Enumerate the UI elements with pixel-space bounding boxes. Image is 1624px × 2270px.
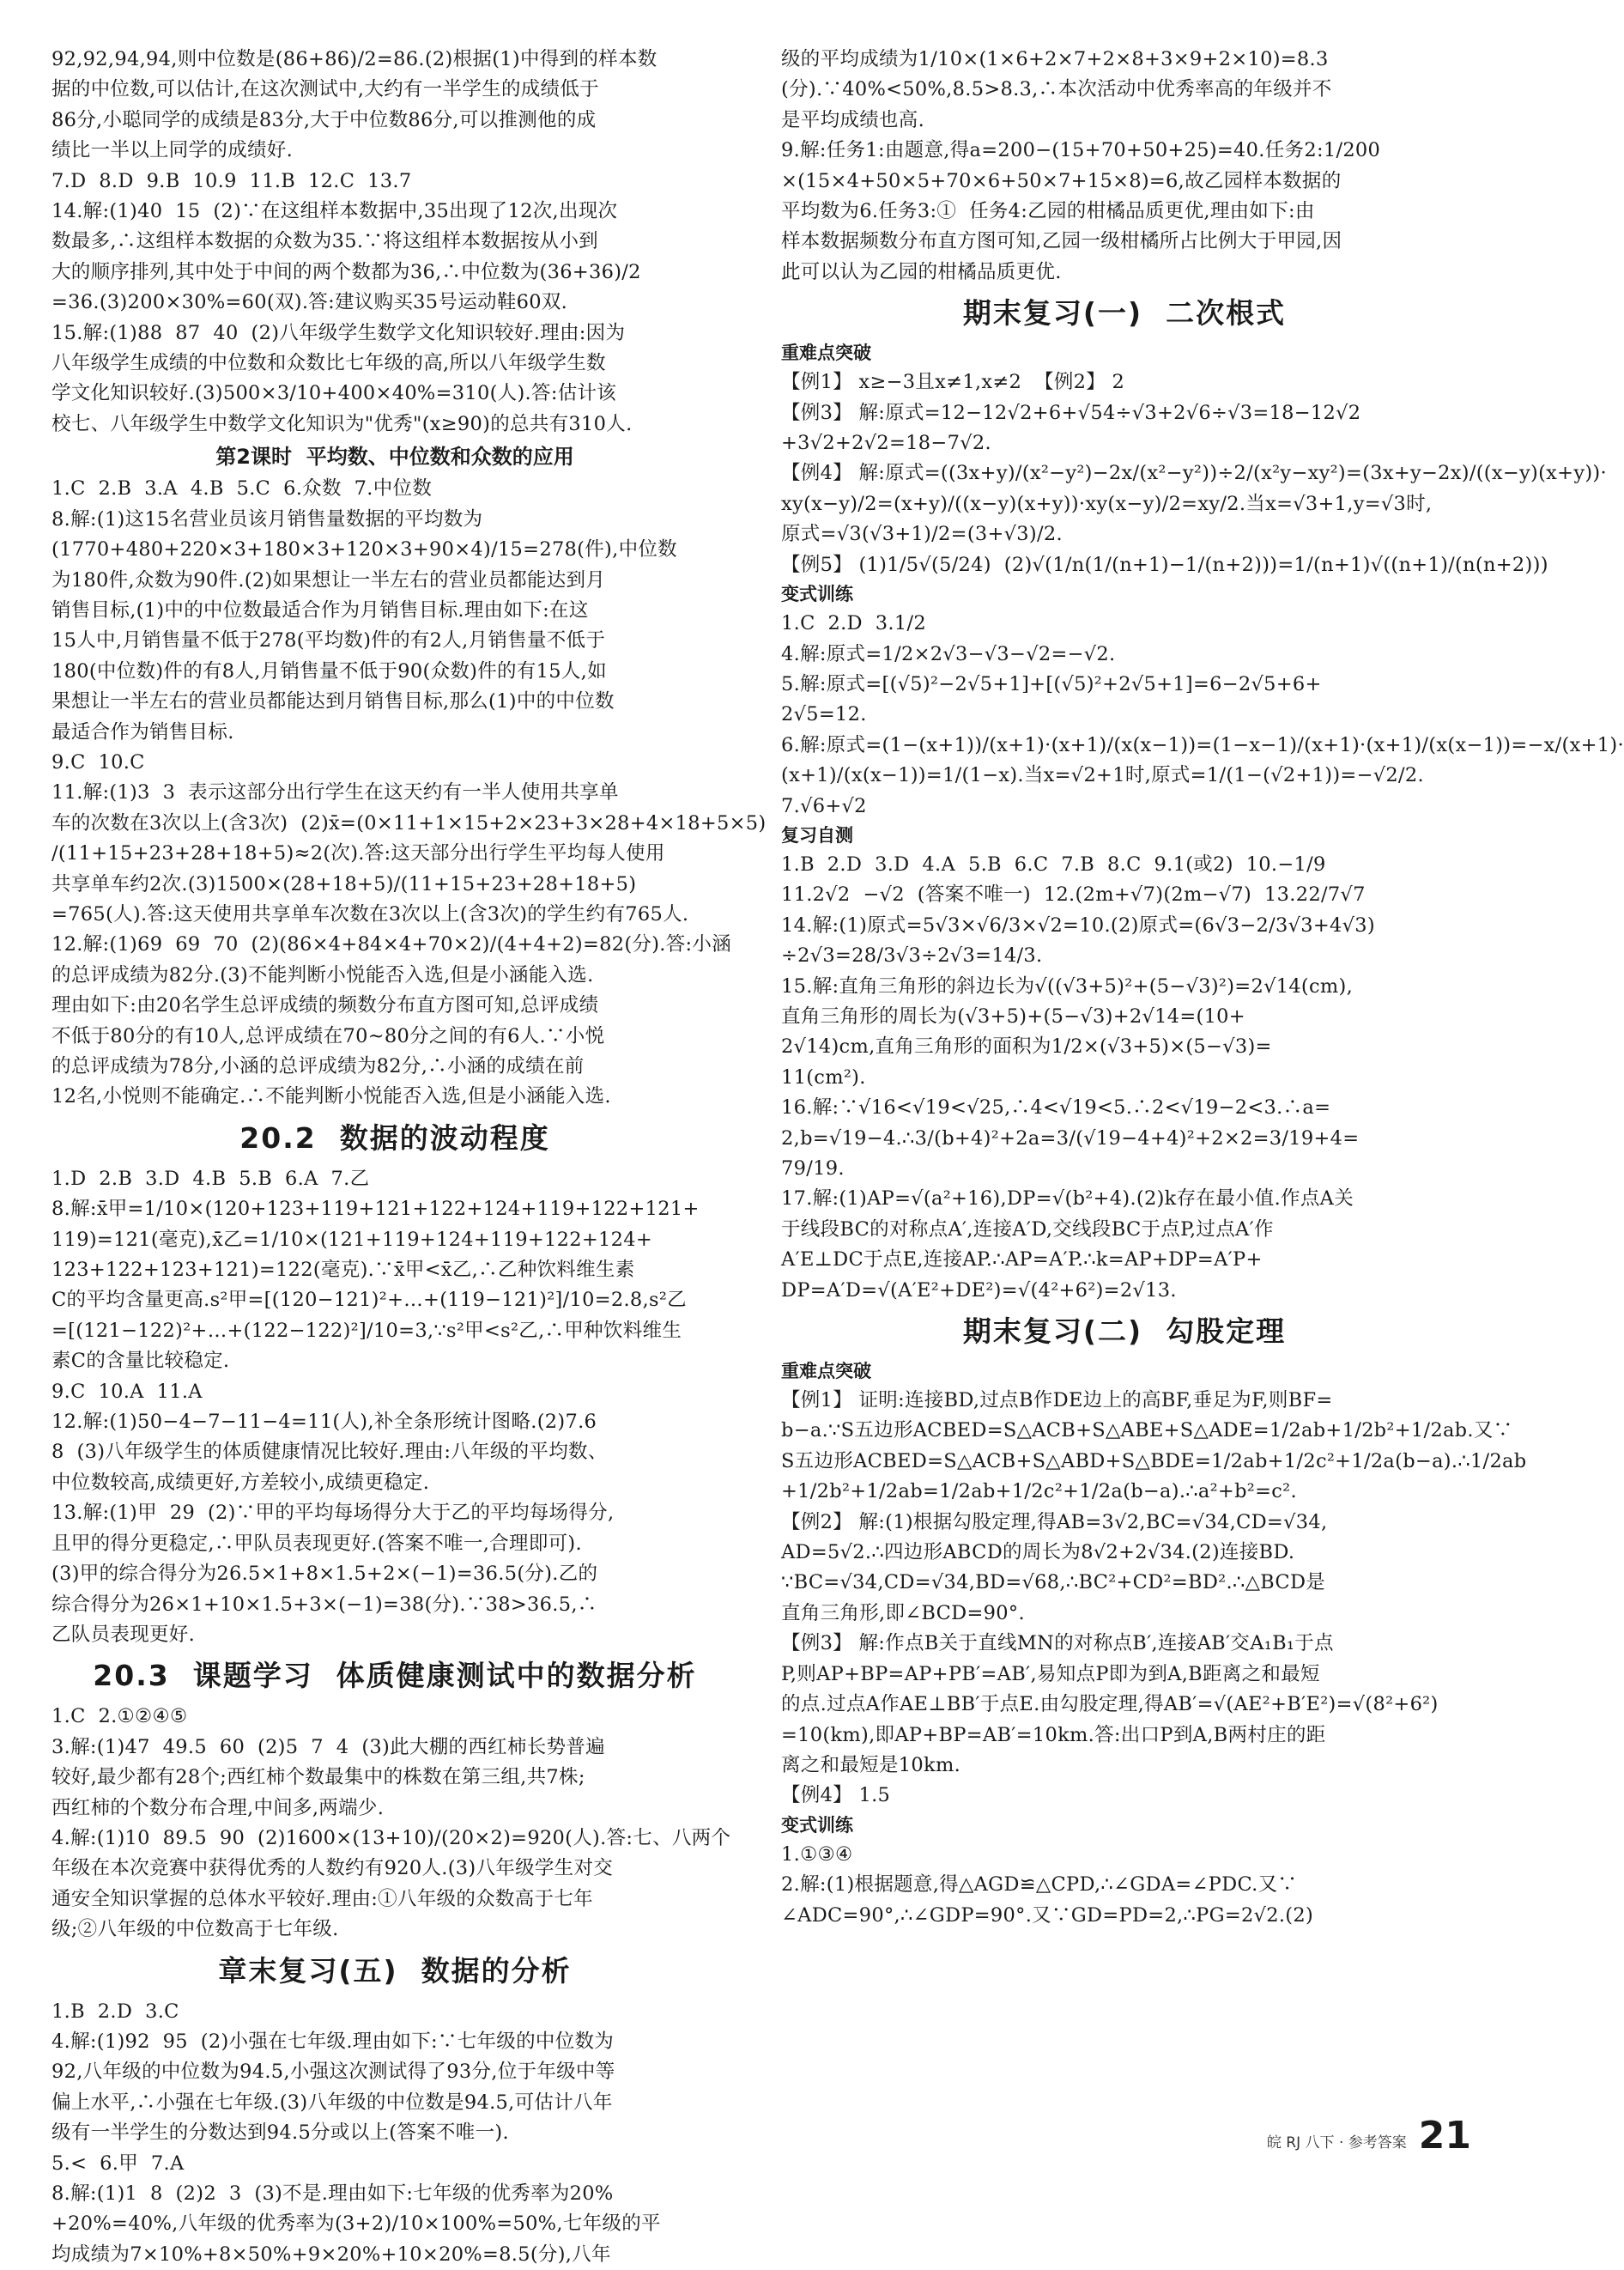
answer-line: 16.解:∵√16<√19<√25,∴4<√19<5.∴2<√19−2<3.∴a=: [781, 1096, 1331, 1120]
answer-line: /(11+15+23+28+18+5)≈2(次).答:这天部分出行学生平均每人使用: [52, 842, 665, 865]
answer-line: 【例3】 解:原式=12−12√2+6+√54÷√3+2√6÷√3=18−12√2: [781, 401, 1361, 424]
answer-line: 直角三角形的周长为(√3+5)+(5−√3)+2√14=(10+: [781, 1005, 1245, 1028]
right-column: [781, 45, 1624, 1931]
answer-line: 11(cm²).: [781, 1065, 866, 1089]
answer-line: 的总评成绩为78分,小涵的总评成绩为82分,∴小涵的成绩在前: [52, 1055, 585, 1077]
answer-line: 直角三角形,即∠BCD=90°.: [781, 1601, 1025, 1624]
answer-line: 大的顺序排列,其中处于中间的两个数都为36,∴中位数为(36+36)/2: [52, 260, 641, 283]
answer-line: 不低于80分的有10人,总评成绩在70~80分之间的有6人.∵小悦: [52, 1024, 605, 1047]
answer-line: 86分,小聪同学的成绩是83分,大于中位数86分,可以推测他的成: [52, 108, 597, 131]
answer-line: 共享单车约2次.(3)1500×(28+18+5)/(11+15+23+28+18+5): [52, 872, 637, 895]
answer-line: 级的平均成绩为1/10×(1×6+2×7+2×8+3×9+2×10)=8.3: [781, 48, 1329, 70]
answer-line: 4.解:(1)92 95 (2)小强在七年级.理由如下:∵七年级的中位数为: [52, 2030, 615, 2053]
answer-line: 级;②八年级的中位数高于七年级.: [52, 1918, 339, 1941]
answer-line: 综合得分为26×1+10×1.5+3×(−1)=38(分).∵38>36.5,∴: [52, 1593, 597, 1616]
answer-line: 【例4】 解:原式=((3x+y)/(x²−y²)−2x/(x²−y²))÷2/(x²y−xy²)=(3x+y−2x)/((x−y)(x+y))·: [781, 462, 1607, 485]
answer-line: ÷2√3=28/3√3÷2√3=14/3.: [781, 944, 1043, 968]
answer-line: 【例1】 证明:连接BD,过点B作DE边上的高BF,垂足为F,则BF=: [781, 1389, 1333, 1412]
answer-line: 此可以认为乙园的柑橘品质更优.: [781, 260, 1062, 283]
footer-text: 皖 RJ 八下 · 参考答案: [1266, 2134, 1407, 2152]
answer-line: 8.解:(1)1 8 (2)2 3 (3)不是.理由如下:七年级的优秀率为20%: [52, 2182, 614, 2205]
answer-line: 销售目标,(1)中的中位数最适合作为月销售目标.理由如下:在这: [52, 598, 589, 622]
answer-line: (分).∵40%<50%,8.5>8.3,∴本次活动中优秀率高的年级并不: [781, 78, 1332, 101]
answer-line: 学文化知识较好.(3)500×3/10+400×40%=310(人).答:估计该: [52, 382, 617, 405]
answer-line: 果想让一半左右的营业员都能达到月销售目标,那么(1)中的中位数: [52, 690, 615, 713]
answer-line: 【例5】 (1)1/5√(5/24) (2)√(1/n(1/(n+1)−1/(n+2)))=1/(n+1)√((n+1)/(n(n+2))): [781, 553, 1548, 576]
answer-line: 2√5=12.: [781, 703, 867, 726]
answer-line: 1.D 2.B 3.D 4.B 5.B 6.A 7.乙: [52, 1167, 370, 1190]
answer-line: 1.B 2.D 3.C: [52, 2000, 179, 2023]
answer-line: 6.解:原式=(1−(x+1))/(x+1)·(x+1)/(x(x−1))=(1−x−1)/(x+1)·(x+1)/(x(x−1))=−x/(x+1)·: [781, 733, 1624, 756]
answer-line: 车的次数在3次以上(含3次) (2)x̄=(0×11+1×15+2×23+3×28+4×18+5×5): [52, 811, 767, 835]
answer-line: 数最多,∴这组样本数据的众数为35.∵将这组样本数据按从小到: [52, 230, 598, 253]
answer-line: 样本数据频数分布直方图可知,乙园一级柑橘所占比例大于甲园,因: [781, 230, 1342, 253]
answer-line: ×(15×4+50×5+70×6+50×7+15×8)=6,故乙园样本数据的: [781, 169, 1342, 192]
answer-line: b−a.∵S五边形ACBED=S△ACB+S△ABE+S△ADE=1/2ab+1/2b²+1/2ab.又∵: [781, 1419, 1513, 1442]
answer-line: 13.解:(1)甲 29 (2)∵甲的平均每场得分大于乙的平均每场得分,: [52, 1502, 615, 1525]
answer-line: 据的中位数,可以估计,在这次测试中,大约有一半学生的成绩低于: [52, 78, 599, 101]
section-title: 期末复习(一) 二次根式: [962, 296, 1287, 331]
section-title: 期末复习(二) 勾股定理: [962, 1314, 1287, 1349]
answer-line: 的点.过点A作AE⊥BB′于点E.由勾股定理,得AB′=√(AE²+B′E²)=√(8²+6²): [781, 1693, 1439, 1716]
answer-line: 中位数较高,成绩更好,方差较小,成绩更稳定.: [52, 1471, 430, 1494]
answer-line: 12.解:(1)50−4−7−11−4=11(人),补全条形统计图略.(2)7.6: [52, 1411, 597, 1434]
answer-line: 180(中位数)件的有8人,月销售量不低于90(众数)件的有15人,如: [52, 659, 607, 683]
answer-line: 8.解:(1)这15名营业员该月销售量数据的平均数为: [52, 507, 483, 531]
answer-line: =765(人).答:这天使用共享单车次数在3次以上(含3次)的学生约有765人.: [52, 902, 689, 926]
answer-line: 1.C 2.①②④⑤: [52, 1705, 188, 1728]
answer-line: 5.解:原式=[(√5)²−2√5+1]+[(√5)²+2√5+1]=6−2√5+6+: [781, 672, 1322, 695]
left-column: [52, 45, 767, 2270]
answer-line: 92,92,94,94,则中位数是(86+86)/2=86.(2)根据(1)中得到的样本数: [52, 48, 657, 70]
answer-line: 2√14)cm,直角三角形的面积为1/2×(√3+5)×(5−√3)=: [781, 1035, 1272, 1059]
answer-line: 通安全知识掌握的总体水平较好.理由:①八年级的众数高于七年: [52, 1887, 593, 1910]
answer-line: 绩比一半以上同学的成绩好.: [52, 139, 294, 162]
answer-line: xy(x−y)/2=(x+y)/((x−y)(x+y))·xy(x−y)/2=xy/2.当x=√3+1,y=√3时,: [781, 492, 1433, 515]
answer-line: 【例2】 解:(1)根据勾股定理,得AB=3√2,BC=√34,CD=√34,: [781, 1510, 1328, 1533]
answer-line: 均成绩为7×10%+8×50%+9×20%+10×20%=8.5(分),八年: [52, 2243, 611, 2266]
answer-line: AD=5√2.∴四边形ABCD的周长为8√2+2√34.(2)连接BD.: [781, 1541, 1295, 1564]
answer-line: +20%=40%,八年级的优秀率为(3+2)/10×100%=50%,七年级的平: [52, 2212, 661, 2236]
answer-line: 123+122+123+121)=122(毫克).∵x̄甲<x̄乙,∴乙种饮料维生素: [52, 1259, 635, 1282]
section-heading: 重难点突破: [781, 343, 871, 364]
answer-line: ∠ADC=90°,∴∠GDP=90°.又∵GD=PD=2,∴PG=2√2.(2): [781, 1903, 1314, 1927]
answer-line: 4.解:(1)10 89.5 90 (2)1600×(13+10)/(20×2)=920(人).答:七、八两个: [52, 1826, 731, 1849]
answer-line: 15.解:(1)88 87 40 (2)八年级学生数学文化知识较好.理由:因为: [52, 321, 626, 344]
answer-line: 1.①③④: [781, 1842, 853, 1866]
answer-line: 西红柿的个数分布合理,中间多,两端少.: [52, 1796, 385, 1819]
answer-line: 8 (3)八年级学生的体质健康情况比较好.理由:八年级的平均数、: [52, 1441, 608, 1464]
answer-line: 乙队员表现更好.: [52, 1623, 196, 1646]
answer-line: 于线段BC的对称点A′,连接A′D,交线段BC于点P,过点A′作: [781, 1217, 1274, 1241]
answer-line: S五边形ACBED=S△ACB+S△ABD+S△BDE=1/2ab+1/2c²+1/2a(b−a).∴1/2ab: [781, 1449, 1527, 1472]
answer-line: 7.D 8.D 9.B 10.9 11.B 12.C 13.7: [52, 169, 412, 192]
answer-line: 3.解:(1)47 49.5 60 (2)5 7 4 (3)此大棚的西红柿长势普遍: [52, 1735, 605, 1758]
answer-line: 1.B 2.D 3.D 4.A 5.B 6.C 7.B 8.C 9.1(或2) 10.−1/9: [781, 853, 1326, 876]
answer-line: A′E⊥DC于点E,连接AP.∴AP=A′P.∴k=AP+DP=A′P+: [781, 1248, 1263, 1272]
answer-line: 4.解:原式=1/2×2√3−√3−√2=−√2.: [781, 642, 1116, 665]
answer-line: 15.解:直角三角形的斜边长为√((√3+5)²+(5−√3)²)=2√14(cm),: [781, 974, 1354, 998]
answer-line: 1.C 2.D 3.1/2: [781, 612, 926, 635]
answer-line: 为180件,众数为90件.(2)如果想让一半左右的营业员都能达到月: [52, 568, 606, 592]
answer-line: 原式=√3(√3+1)/2=(3+√3)/2.: [781, 523, 1063, 546]
answer-line: 2,b=√19−4.∴3/(b+4)²+2a=3/(√19−4+4)²+2×2=3/19+4=: [781, 1126, 1360, 1150]
answer-line: 平均数为6.任务3:① 任务4:乙园的柑橘品质更优,理由如下:由: [781, 200, 1315, 223]
answer-line: (x+1)/(x(x−1))=1/(1−x).当x=√2+1时,原式=1/(1−(√2+1))=−√2/2.: [781, 764, 1424, 787]
answer-line: 【例4】 1.5: [781, 1784, 891, 1807]
answer-line: 【例1】 x≥−3且x≠1,x≠2 【例2】 2: [781, 371, 1125, 394]
answer-line: 最适合作为销售目标.: [52, 720, 234, 744]
answer-line: 离之和最短是10km.: [781, 1753, 961, 1776]
section-heading: 复习自测: [781, 824, 853, 846]
answer-line: 7.√6+√2: [781, 794, 867, 817]
answer-line: 1.C 2.B 3.A 4.B 5.C 6.众数 7.中位数: [52, 477, 433, 501]
answer-line: (3)甲的综合得分为26.5×1+8×1.5+2×(−1)=36.5(分).乙的: [52, 1563, 598, 1586]
answer-line: 12名,小悦则不能确定.∴不能判断小悦能否入选,但是小涵能入选.: [52, 1085, 611, 1108]
answer-line: 是平均成绩也高.: [781, 108, 925, 131]
answer-line: =10(km),即AP+BP=AB′=10km.答:出口P到A,B两村庄的距: [781, 1723, 1326, 1746]
answer-line: 的总评成绩为82分.(3)不能判断小悦能否入选,但是小涵能入选.: [52, 963, 594, 986]
answer-line: 2.解:(1)根据题意,得△AGD≌△CPD,∴∠GDA=∠PDC.又∵: [781, 1873, 1298, 1897]
answer-line: 校七、八年级学生中数学文化知识为"优秀"(x≥90)的总共有310人.: [52, 412, 633, 435]
answer-line: 9.C 10.C: [52, 750, 145, 774]
answer-line: =36.(3)200×30%=60(双).答:建议购买35号运动鞋60双.: [52, 291, 568, 314]
answer-line: DP=A′D=√(A′E²+DE²)=√(4²+6²)=2√13.: [781, 1278, 1177, 1302]
page-footer: [1267, 2115, 1471, 2157]
answer-line: 素C的含量比较稳定.: [52, 1350, 230, 1373]
section-title: 20.2 数据的波动程度: [239, 1120, 550, 1155]
answer-line: C的平均含量更高.s²甲=[(120−121)²+…+(119−121)²]/10=2.8,s²乙: [52, 1289, 687, 1312]
answer-line: 15人中,月销售量不低于278(平均数)件的有2人,月销售量不低于: [52, 629, 606, 652]
answer-line: 17.解:(1)AP=√(a²+16),DP=√(b²+4).(2)k存在最小值.作点A关: [781, 1187, 1354, 1211]
answer-line: 14.解:(1)40 15 (2)∵在这组样本数据中,35出现了12次,出现次: [52, 200, 618, 223]
section-title: 20.3 课题学习 体质健康测试中的数据分析: [93, 1659, 697, 1693]
answer-line: P,则AP+BP=AP+PB′=AB′,易知点P即为到A,B距离之和最短: [781, 1662, 1320, 1685]
answer-line: 八年级学生成绩的中位数和众数比七年级的高,所以八年级学生数: [52, 352, 606, 375]
answer-line: 119)=121(毫克),x̄乙=1/10×(121+119+124+119+122+124+: [52, 1228, 653, 1251]
answer-line: (1770+480+220×3+180×3+120×3+90×4)/15=278(件),中位数: [52, 538, 677, 561]
answer-line: 级有一半学生的分数达到94.5分或以上(答案不唯一).: [52, 2121, 509, 2145]
answer-line: 较好,最少都有28个;西红柿个数最集中的株数在第三组,共7株;: [52, 1766, 585, 1789]
answer-line: +1/2b²+1/2ab=1/2ab+1/2c²+1/2a(b−a).∴a²+b²=c².: [781, 1480, 1297, 1503]
answer-line: 年级在本次竞赛中获得优秀的人数约有920人.(3)八年级学生对交: [52, 1857, 614, 1880]
answer-line: 偏上水平,∴小强在七年级.(3)八年级的中位数是94.5,可估计八年: [52, 2091, 613, 2114]
answer-line: ∵BC=√34,CD=√34,BD=√68,∴BC²+CD²=BD².∴△BCD是: [781, 1571, 1326, 1594]
answer-line: 79/19.: [781, 1157, 845, 1180]
section-heading: 变式训练: [781, 584, 853, 605]
answer-line: 12.解:(1)69 69 70 (2)(86×4+84×4+70×2)/(4+4+2)=82(分).答:小涵: [52, 933, 732, 956]
answer-line: 9.C 10.A 11.A: [52, 1380, 203, 1403]
answer-line: 9.解:任务1:由题意,得a=200−(15+70+50+25)=40.任务2:1/200: [781, 139, 1381, 162]
answer-line: 且甲的得分更稳定,∴甲队员表现更好.(答案不唯一,合理即可).: [52, 1532, 582, 1555]
lesson-subtitle: 第2课时 平均数、中位数和众数的应用: [215, 445, 574, 470]
answer-line: 92,八年级的中位数为94.5,小强这次测试得了93分,位于年级中等: [52, 2061, 615, 2084]
answer-line: 11.2√2 −√2 (答案不唯一) 12.(2m+√7)(2m−√7) 13.22/7√7: [781, 883, 1366, 907]
answer-line: 14.解:(1)原式=5√3×√6/3×√2=10.(2)原式=(6√3−2/3√3+4√3): [781, 913, 1375, 937]
section-heading: 变式训练: [781, 1814, 853, 1836]
answer-line: 11.解:(1)3 3 表示这部分出行学生在这天约有一半人使用共享单: [52, 781, 619, 804]
section-heading: 重难点突破: [781, 1361, 871, 1382]
answer-line: 8.解:x̄甲=1/10×(120+123+119+121+122+124+119+122+121+: [52, 1198, 700, 1221]
section-title: 章末复习(五) 数据的分析: [218, 1953, 572, 1988]
answer-line: 理由如下:由20名学生总评成绩的频数分布直方图可知,总评成绩: [52, 994, 599, 1017]
answer-line: =[(121−122)²+…+(122−122)²]/10=3,∵s²甲<s²乙,∴甲种饮料维生: [52, 1319, 682, 1342]
answer-line: 5.< 6.甲 7.A: [52, 2152, 185, 2175]
page-number: 21: [1418, 2114, 1471, 2158]
answer-line: +3√2+2√2=18−7√2.: [781, 432, 991, 455]
answer-line: 【例3】 解:作点B关于直线MN的对称点B′,连接AB′交A₁B₁于点: [781, 1632, 1334, 1655]
